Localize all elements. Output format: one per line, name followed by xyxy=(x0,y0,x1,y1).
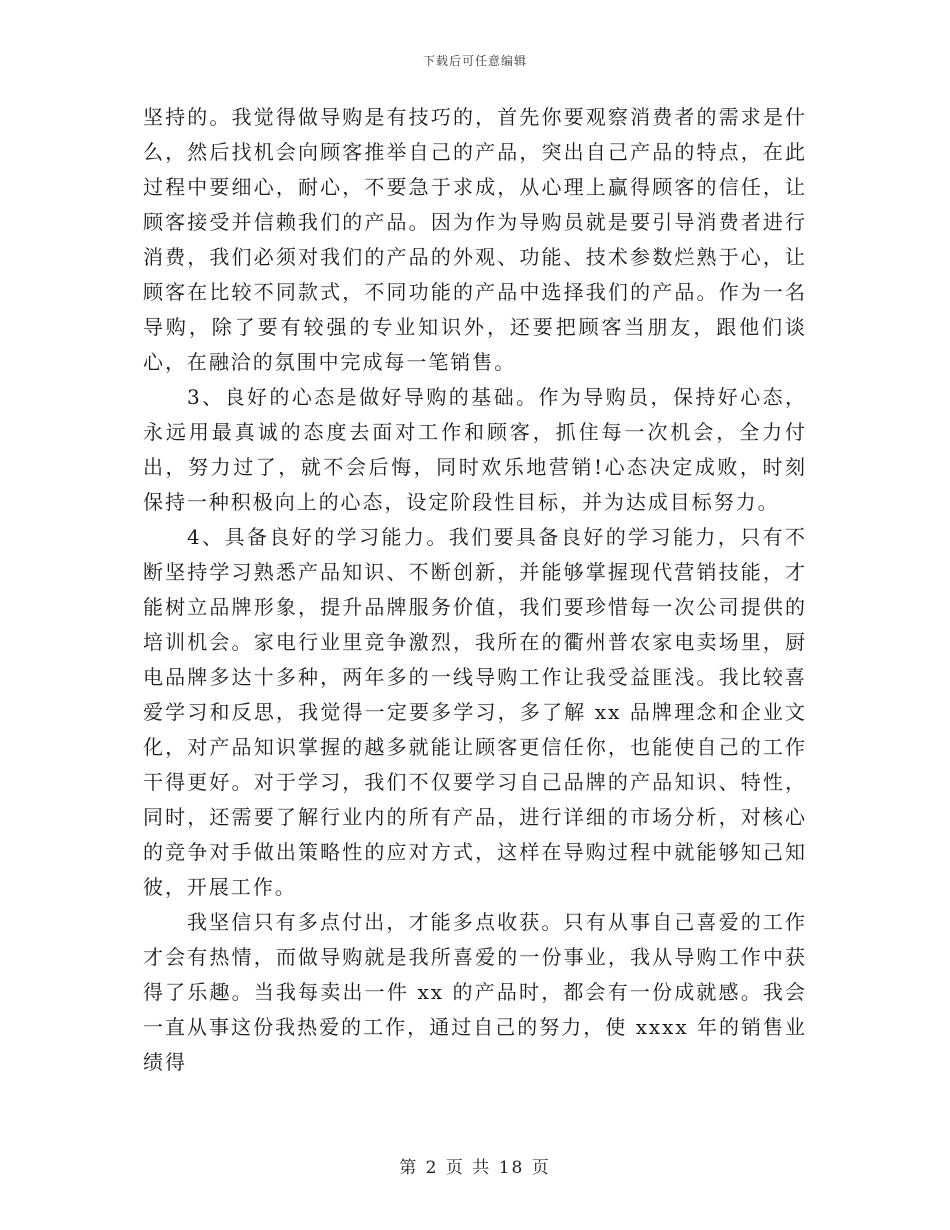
document-body xyxy=(143,100,807,1080)
paragraph-conclusion: 我坚信只有多点付出，才能多点收获。只有从事自己喜爱的工作才会有热情，而做导购就是我所喜爱的一份事业，我从导购工作中获得了乐趣。当我每卖出一件 xx 的产品时，都会有一份成就感。我会一直从事这份我热爱的工作，通过自己的努力，使 xxxx 年的销售业绩得 xyxy=(143,910,807,1074)
page-number: 第 2 页 共 18 页 xyxy=(399,1158,551,1178)
paragraph-learning: 4、具备良好的学习能力。我们要具备良好的学习能力，只有不断坚持学习熟悉产品知识、不断创新，并能够掌握现代营销技能，才能树立品牌形象，提升品牌服务价值，我们要珍惜每一次公司提供的培训机会。家电行业里竞争激烈，我所在的衢州普农家电卖场里，厨电品牌多达十多种，两年多的一线导购工作让我受益匪浅。我比较喜爱学习和反思，我觉得一定要多学习，多了解 xx 品牌理念和企业文化，对产品知识掌握的越多就能让顾客更信任你，也能使自己的工作干得更好。对于学习，我们不仅要学习自己品牌的产品知识、特性，同时，还需要了解行业内的所有产品，进行详细的市场分析，对核心的竞争对手做出策略性的应对方式，这样在导购过程中就能够知己知彼，开展工作。 xyxy=(143,525,807,899)
page-header-note: 下载后可任意编辑 xyxy=(422,54,527,68)
paragraph-attitude: 3、良好的心态是做好导购的基础。作为导购员，保持好心态，永远用最真诚的态度去面对工作和顾客，抓住每一次机会，全力付出，努力过了，就不会后悔，同时欢乐地营销!心态决定成败，时刻保持一种积极向上的心态，设定阶段性目标，并为达成目标努力。 xyxy=(143,385,807,514)
paragraph-continuation: 坚持的。我觉得做导购是有技巧的，首先你要观察消费者的需求是什么，然后找机会向顾客推举自己的产品，突出自己产品的特点，在此过程中要细心，耐心，不要急于求成，从心理上赢得顾客的信任，让顾客接受并信赖我们的产品。因为作为导购员就是要引导消费者进行消费，我们必须对我们的产品的外观、功能、技术参数烂熟于心，让顾客在比较不同款式，不同功能的产品中选择我们的产品。作为一名导购，除了要有较强的专业知识外，还要把顾客当朋友，跟他们谈心，在融洽的氛围中完成每一笔销售。 xyxy=(143,105,807,374)
